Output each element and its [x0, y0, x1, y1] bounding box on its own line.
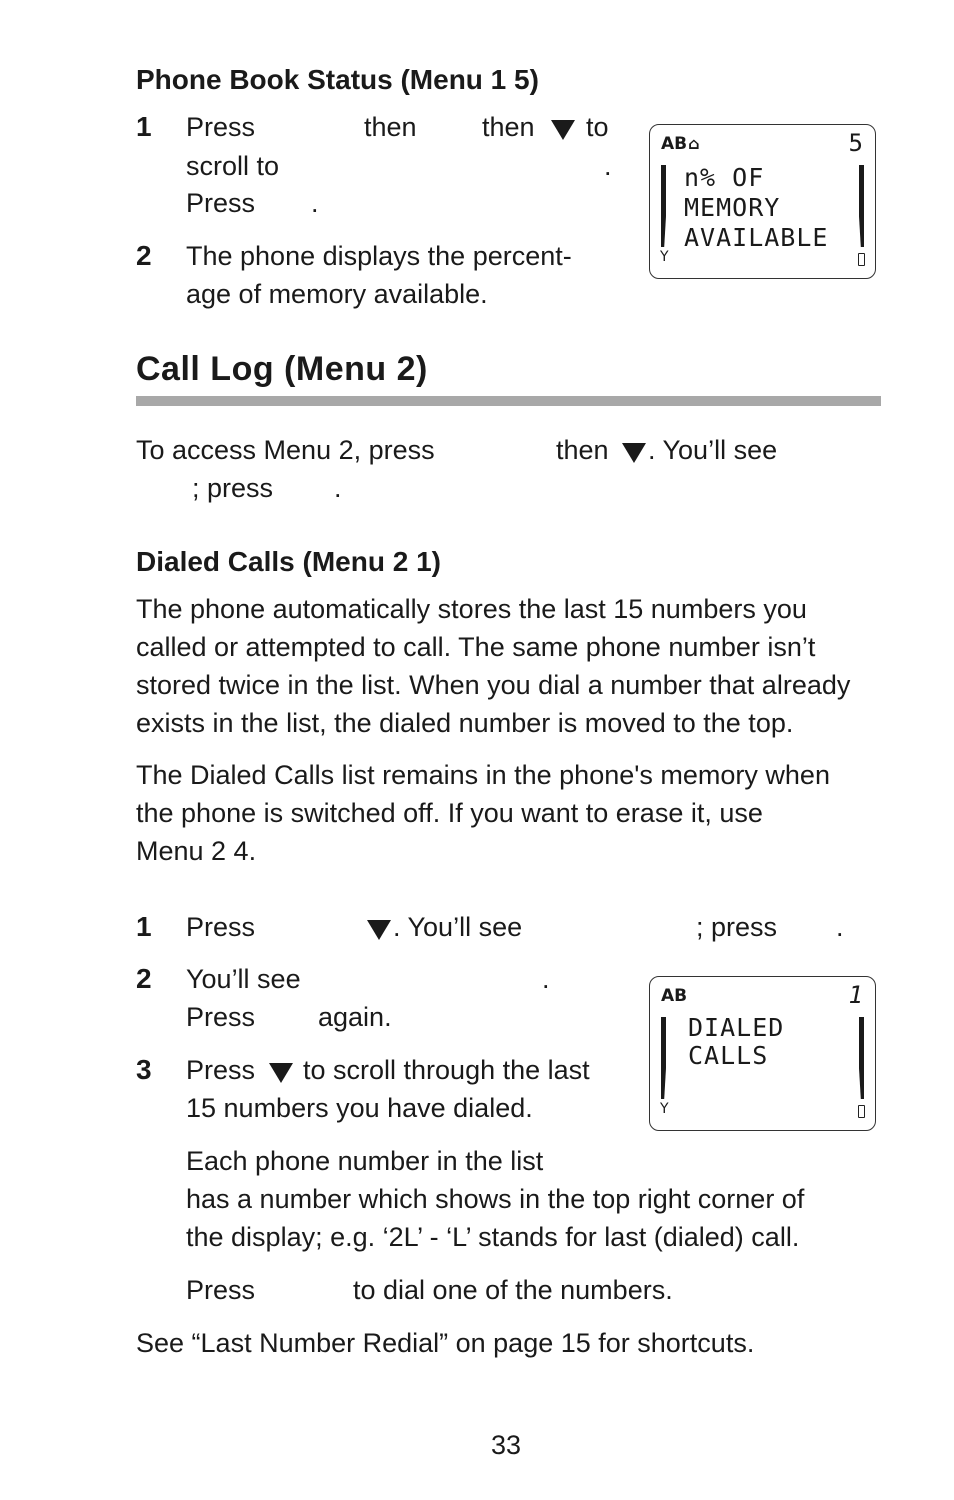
step-number: 1 [136, 911, 152, 942]
battery-bar-icon [856, 165, 864, 247]
section-heading-call-log: Call Log (Menu 2) [136, 350, 428, 388]
paragraph-line: stored twice in the list. When you dial a number that already [136, 670, 851, 700]
step-text: Press [186, 112, 256, 142]
intro-text: . You’ll see [648, 435, 778, 465]
phone-display-memory [649, 124, 876, 279]
step-text: then [482, 112, 535, 142]
step-text: . [311, 188, 319, 218]
display-corner-number: 5 [848, 129, 863, 157]
step-text: again. [318, 1002, 392, 1032]
step-text: to scroll through the last [303, 1055, 590, 1085]
intro-text: To access Menu 2, press [136, 435, 435, 465]
down-arrow-icon [366, 920, 392, 943]
step-number: 2 [136, 240, 152, 271]
home-icon: ⌂ [688, 134, 700, 153]
intro-text: . [334, 473, 342, 503]
step-number: 3 [136, 1054, 152, 1085]
step-text: 15 numbers you have dialed. [186, 1093, 533, 1123]
paragraph-line: exists in the list, the dialed number is moved to the top. [136, 708, 794, 738]
step-text: age of memory available. [186, 279, 488, 309]
intro-text: then [556, 435, 609, 465]
see-also-text: See “Last Number Redial” on page 15 for shortcuts. [136, 1328, 755, 1358]
display-indicator: AB⌂ [661, 134, 700, 154]
instruction-text: to dial one of the numbers. [353, 1275, 673, 1305]
display-line: n% OF [684, 163, 765, 192]
step-text: The phone displays the percent- [186, 241, 572, 271]
antenna-icon: Y [660, 249, 669, 265]
step-text: scroll to [186, 151, 280, 181]
signal-bar-icon [661, 165, 669, 247]
instruction-text: Press [186, 1275, 256, 1305]
display-line: MEMORY [684, 193, 781, 222]
note-line: the display; e.g. ‘2L’ - ‘L’ stands for last (dialed) call. [186, 1222, 800, 1252]
step-text: to [586, 112, 609, 142]
note-line: has a number which shows in the top right corner of [186, 1184, 805, 1214]
paragraph-line: The Dialed Calls list remains in the phone's memory when [136, 760, 830, 790]
step-text: ; press [696, 912, 778, 942]
display-line: AVAILABLE [684, 223, 829, 252]
step-text: Press [186, 1002, 256, 1032]
step-text: . [836, 912, 844, 942]
step-text: then [364, 112, 417, 142]
step-text: You’ll see [186, 964, 301, 994]
step-number: 1 [136, 111, 152, 142]
step-text: Press [186, 1055, 256, 1085]
battery-bar-icon [856, 1017, 864, 1099]
paragraph-line: Menu 2 4. [136, 836, 257, 866]
phone-display-dialed-calls [649, 976, 876, 1131]
step-number: 2 [136, 963, 152, 994]
display-line: CALLS [688, 1041, 769, 1070]
step-text: . [604, 151, 612, 181]
paragraph-line: The phone automatically stores the last 15 numbers you [136, 594, 807, 624]
step-text: . [542, 964, 550, 994]
display-line: DIALED [688, 1013, 785, 1042]
display-corner-number: 1 [848, 981, 863, 1009]
battery-icon [858, 253, 865, 266]
intro-text: ; press [192, 473, 274, 503]
step-text: Press [186, 188, 256, 218]
step-text: . You’ll see [393, 912, 523, 942]
section-heading-phone-book-status: Phone Book Status (Menu 1 5) [136, 64, 539, 95]
section-divider [136, 396, 881, 406]
antenna-icon: Y [660, 1101, 669, 1117]
signal-bar-icon [661, 1017, 669, 1099]
note-line: Each phone number in the list [186, 1146, 544, 1176]
display-indicator: AB [661, 986, 688, 1006]
step-text: Press [186, 912, 256, 942]
page-number: 33 [491, 1430, 522, 1460]
battery-icon [858, 1105, 865, 1118]
section-heading-dialed-calls: Dialed Calls (Menu 2 1) [136, 546, 441, 577]
down-arrow-icon [550, 120, 576, 143]
down-arrow-icon [268, 1063, 294, 1086]
down-arrow-icon [621, 443, 647, 466]
paragraph-line: called or attempted to call. The same phone number isn’t [136, 632, 816, 662]
paragraph-line: the phone is switched off. If you want to erase it, use [136, 798, 763, 828]
